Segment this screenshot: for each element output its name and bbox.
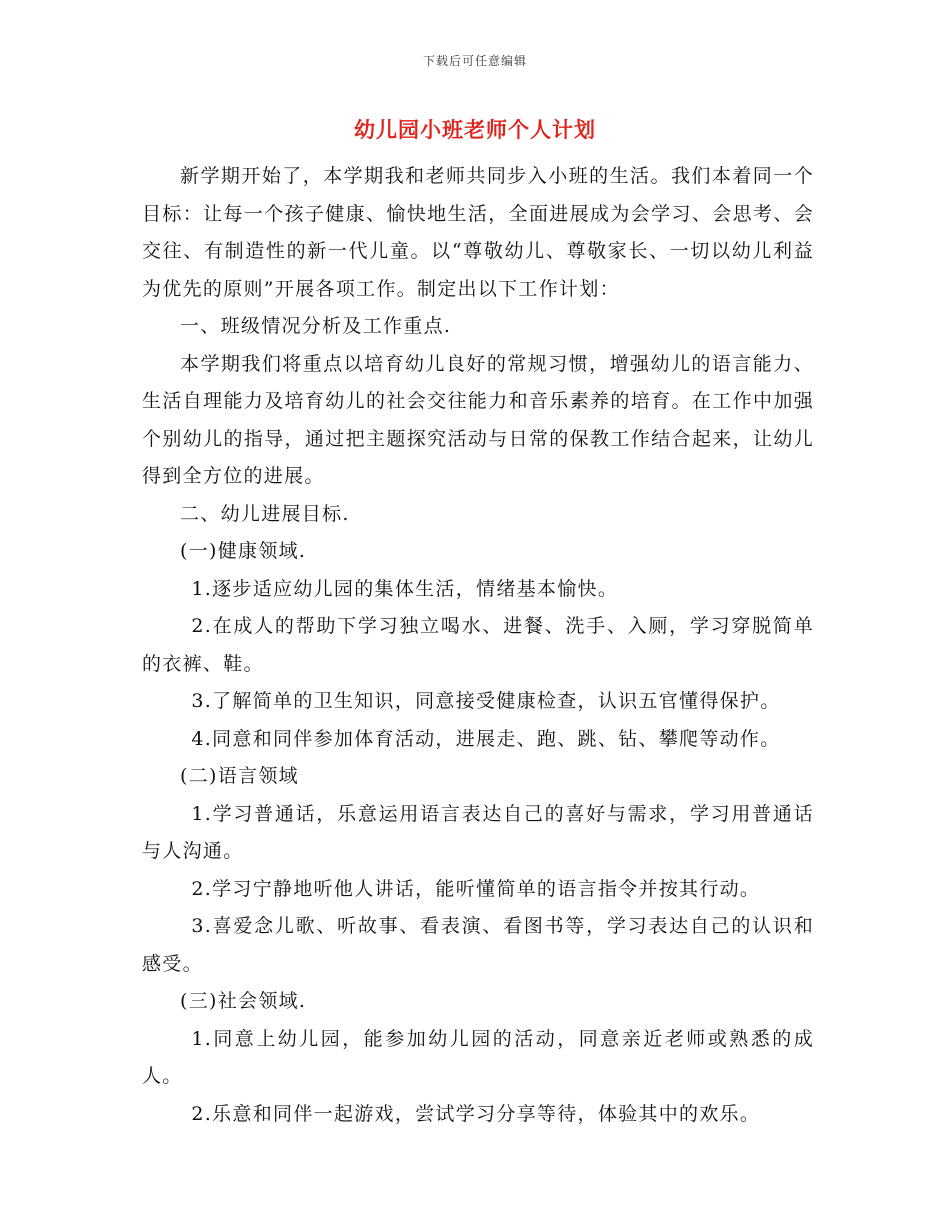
list-item-health-2: 2.在成人的帮助下学习独立喝水、进餐、洗手、入厕，学习穿脱简单的衣裤、鞋。 <box>142 615 814 675</box>
list-item-health-1: 1.逐步适应幼儿园的集体生活，情绪基本愉快。 <box>191 577 619 600</box>
page-header-note: 下载后可任意编辑 <box>422 54 527 68</box>
subsection-heading-health: (一)健康领域. <box>180 540 307 562</box>
paragraph-intro: 新学期开始了，本学期我和老师共同步入小班的生活。我们本着同一个目标：让每一个孩子健康、愉快地生活，全面进展成为会学习、会思考、会交往、有制造性的新一代儿童。以“尊敬幼儿、尊敬家长、一切以幼儿利益为优先的原则”开展各项工作。制定出以下工作计划： <box>142 165 814 300</box>
list-item-social-2: 2.乐意和同伴一起游戏，尝试学习分享等待，体验其中的欢乐。 <box>191 1102 761 1125</box>
paragraph-work-focus: 本学期我们将重点以培育幼儿良好的常规习惯，增强幼儿的语言能力、生活自理能力及培育幼儿的社会交往能力和音乐素养的培育。在工作中加强个别幼儿的指导，通过把主题探究活动与日常的保教工作结合起来，让幼儿得到全方位的进展。 <box>142 352 814 487</box>
document-body <box>142 158 814 1133</box>
section-heading-development-goals: 二、幼儿进展目标. <box>180 502 350 525</box>
section-heading-class-analysis: 一、班级情况分析及工作重点. <box>180 315 452 337</box>
subsection-heading-social: (三)社会领域. <box>180 990 307 1012</box>
list-item-social-1: 1.同意上幼儿园，能参加幼儿园的活动，同意亲近老师或熟悉的成人。 <box>142 1027 814 1087</box>
list-item-language-3: 3.喜爱念儿歌、听故事、看表演、看图书等，学习表达自己的认识和感受。 <box>142 915 814 975</box>
document-title: 幼儿园小班老师个人计划 <box>354 117 596 142</box>
list-item-language-2: 2.学习宁静地听他人讲话，能听懂简单的语言指令并按其行动。 <box>191 877 761 900</box>
list-item-health-3: 3.了解简单的卫生知识，同意接受健康检查，认识五官懂得保护。 <box>191 690 781 712</box>
list-item-language-1: 1.学习普通话，乐意运用语言表达自己的喜好与需求，学习用普通话与人沟通。 <box>142 802 814 862</box>
subsection-heading-language: (二)语言领域 <box>180 765 299 787</box>
list-item-health-4: 4.同意和同伴参加体育活动，进展走、跑、跳、钻、攀爬等动作。 <box>191 727 781 750</box>
